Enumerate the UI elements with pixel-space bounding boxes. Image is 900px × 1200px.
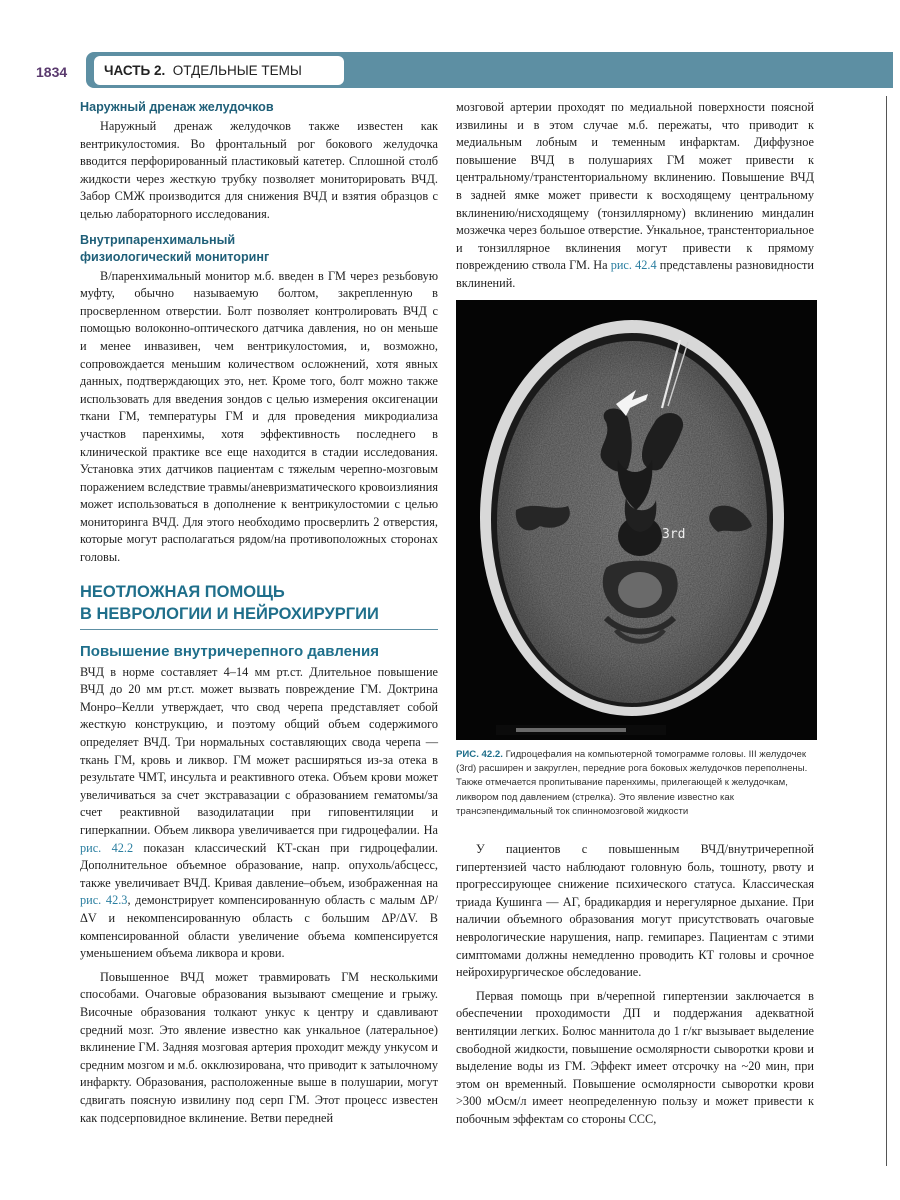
lateral-ventricle-left xyxy=(601,408,632,471)
part-title: ОТДЕЛЬНЫЕ ТЕМЫ xyxy=(172,63,302,78)
heading-external-drainage: Наружный дренаж желудочков xyxy=(80,100,274,114)
right-column-top xyxy=(456,99,814,293)
figure-caption xyxy=(456,748,816,819)
heading-intraparenchymal xyxy=(80,232,438,266)
ct-scan-figure xyxy=(456,300,817,740)
label-3rd: 3rd xyxy=(662,527,686,542)
caption-text: Гидроцефалия на компьютерной томограмме головы. III желудочек (3rd) расширен и закруглен, передние рога боковых желудочков переполнены. Также отмечается пропитывание паренхимы, прилегающей к желудочкам, ликвором под давлением (стрелка). Это явление известно как трансэпендимальный ток спинномозговой жидкости xyxy=(456,749,808,817)
heading-icp: Повышение внутричерепного давления xyxy=(80,642,379,660)
running-head xyxy=(94,56,344,85)
ct-scan-image xyxy=(456,300,817,740)
heading-intraparenchymal-line2: физиологический мониторинг xyxy=(80,249,270,264)
paragraph-first-aid: Первая помощь при в/черепной гипертензии заключается в обеспечении проходимости ДП и поддержания адекватной вентиляции легких. Болюс маннитола до 1 г/кг вызывает выделение свободной жидкости, повышение осмолярности сыворотки крови и выделение воды из ГМ. Эффект имеет отсрочку на ~20 мин, при этом он временный. Повышение осмолярности сыворотки крови >300 мОсм/л имеет неопределенную пользу и может привести к побочным эффектам со стороны ССС, xyxy=(456,988,814,1126)
paragraph-intraparenchymal: В/паренхимальный монитор м.б. введен в ГМ через резьбовую муфту, обычно называемую болтом, закрепленную в просверленном отверстии. Болт позволяет контролировать ВЧД с помощью волоконно-оптического датчика давления, но он меньше и менее инвазивен, чем вентрикулостомия, и, возможно, сопровождается меньшим количеством осложнений, хотя явных данных, подтверждающих это, нет. Кроме того, болт можно также использовать для введения зондов с целью измерения оксигенации ткани ГМ, температуры ГМ и для проведения микродиализа участков паренхимы, хотя эффективность последнего в клинической практике все еще находится в стадии исследования. Установка этих датчиков пациентам с тяжелым черепно-мозговым поражением вследствие травмы/аневризматического кровоизлияния может использоваться в дополнение к вентрикулостомии с целью мониторинга ВЧД. Для этого необходимо просверлить 2 отверстия, которые могут располагаться рядом/на противоположных сторонах головы. xyxy=(80,268,438,565)
right-column-bottom xyxy=(456,841,814,1129)
heading-intraparenchymal-line1: Внутрипаренхимальный xyxy=(80,232,236,247)
paragraph-external-drainage: Наружный дренаж желудочков также известен как вентрикулостомия. Во фронтальный рог бокового желудочка вводится перфорированный пластиковый катетер. Сплошной столб жидкости через жесткую трубку позволяет мониторировать ВЧД. Забор СМЖ производится для снижения ВЧД и взятия образцов с целью лабораторного исследования. xyxy=(80,119,438,221)
figure-ref-42-3[interactable]: рис. 42.3 xyxy=(80,893,128,908)
section-title-line1: НЕОТЛОЖНАЯ ПОМОЩЬ xyxy=(80,582,285,601)
page-number: 1834 xyxy=(36,64,68,80)
figure-ref-42-4[interactable]: рис. 42.4 xyxy=(610,258,657,273)
paragraph-symptoms: У пациентов с повышенным ВЧД/внутричерепной гипертензией часто наблюдают головную боль, тошноту, рвоту и прогрессирующее снижение психического статуса. Классическая триада Кушинга — АГ, брадикардия и нерегулярное дыхание. При наличии объемного образования могут присутствовать очаговые неврологические нарушения, напр. гемипарез. Пациентам с этими симптомами должны немедленно проводить КТ головы и срочное нейрохирургическое обследование. xyxy=(456,842,814,980)
left-column xyxy=(80,97,438,1127)
figure-ref-42-2[interactable]: рис. 42.2 xyxy=(80,840,134,855)
page-edge-line xyxy=(886,96,887,1166)
part-label: ЧАСТЬ 2. xyxy=(104,63,166,78)
paragraph-herniation: мозговой артерии проходят по медиальной поверхности поясной извилины и в этом случае м.б. пережаты, что приводит к медиальным лобным и теменным инфарктам. Диффузное повышение ВЧД в полушариях ГМ может привести к центральному/транстенториальному вклинению. Повышение ВЧД в задней ямке может привести к восходящему центральному вклинению/нисходящему (тонзиллярному) вклинению миндалин мозжечка через большое отверстие. Ункальное, транстенториальное и тонзиллярное вклинения могут привести к прямому повреждению ствола ГМ. На рис. 42.4 представлены разновидности вклинений. xyxy=(456,100,815,290)
section-title-emergency xyxy=(80,581,438,630)
paragraph-icp-1: ВЧД в норме составляет 4–14 мм рт.ст. Длительное повышение ВЧД до 20 мм рт.ст. может вызвать повреждение ГМ. Доктрина Монро–Келли утверждает, что свод черепа представляет собой жесткую конструкцию, и поэтому общий объем содержимого определяет ВЧД. Три нормальных составляющих свода черепа — ткань ГМ, кровь и ликвор. ГМ может расширяться из-за отека в результате ЧМТ, инсульта и реактивного отека. Объем крови может увеличиваться за счет экстравазации с образованием гематомы/за счет реактивной вазодилатации при гиповентиляции и гиперкапнии. Объем ликвора увеличивается при гидроцефалии. На рис. 42.2 показан классический КТ-скан при гидроцефалии. Дополнительное объемное образование, напр. опухоль/абсцесс, также увеличивает ВЧД. Кривая давление–объем, изображенная на рис. 42.3, демонстрирует компенсированную область с малым ΔP/ΔV и некомпенсированную область с большим ΔP/ΔV. В компенсированной области увеличение объема компенсируется уменьшением объема ликвора и крови. xyxy=(80,664,439,961)
paragraph-icp-2: Повышенное ВЧД может травмировать ГМ несколькими способами. Очаговые образования вызывают смещение и грыжу. Височные образования толкают ункус к центру и сдавливают средний мозг. Это явление известно как ункальное (латеральное) вклинение ГМ. Задняя мозговая артерия проходит между ункусом и средним мозгом и м.б. окклюзирована, что приводит к затылочному инфаркту. Образования, расположенные выше в полушарии, могут сдвигать поясную извилину под серп ГМ. Этот процесс известен как подсерповидное вклинение. Ветви передней xyxy=(80,969,438,1125)
page-header xyxy=(36,52,893,88)
caption-label: РИС. 42.2. xyxy=(456,749,503,760)
section-title-line2: В НЕВРОЛОГИИ И НЕЙРОХИРУРГИИ xyxy=(80,604,379,623)
